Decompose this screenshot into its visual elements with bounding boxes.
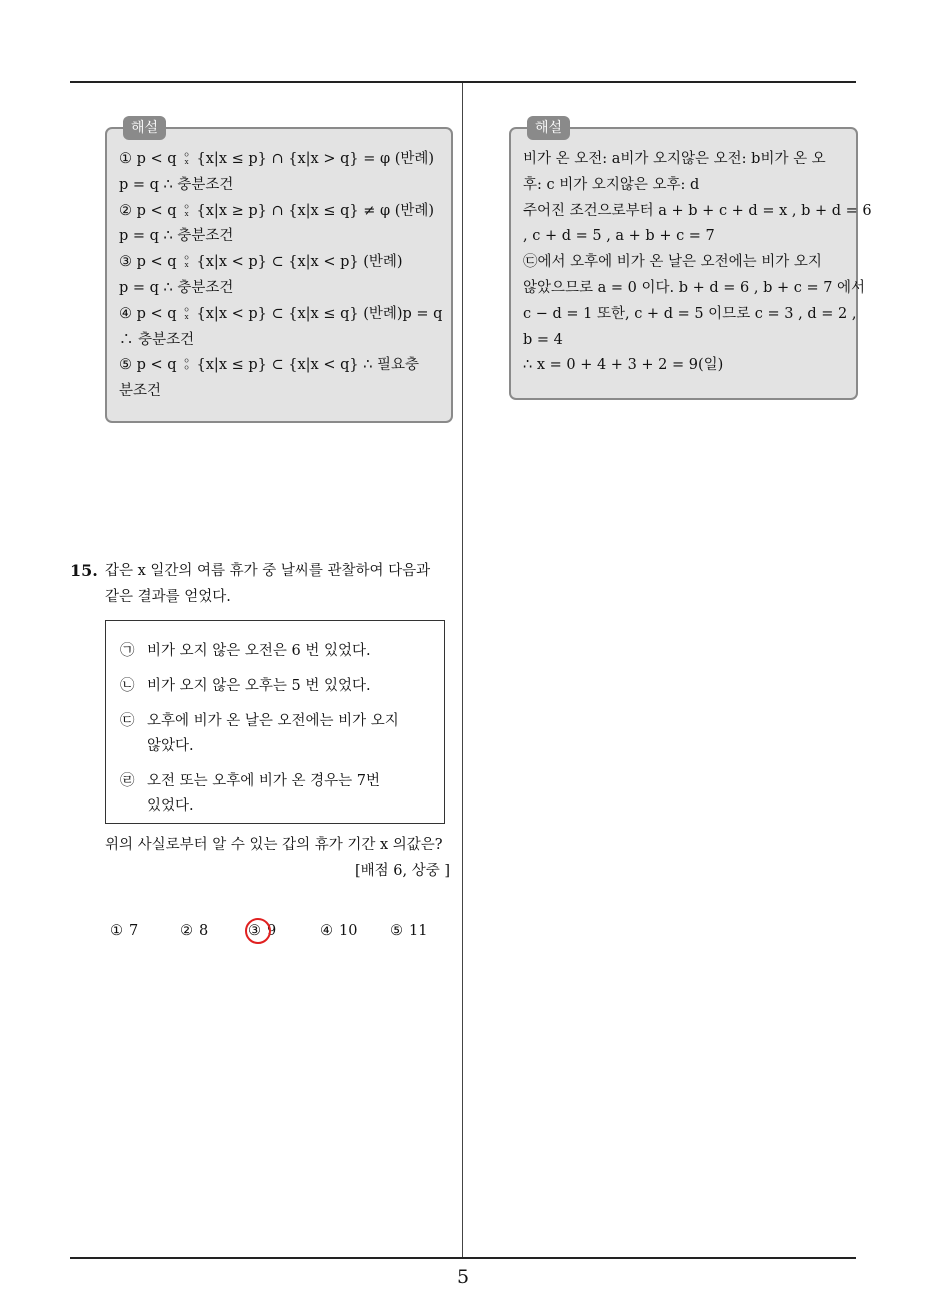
choice-3[interactable]: ③ 9 (248, 923, 277, 939)
solution-line: ④ p < q ㅇ x {x|x < p} ⊂ {x|x ≤ q} (반례)p = q (119, 305, 443, 322)
solution-line: ∴ x = 0 + 4 + 3 + 2 = 9(일) (523, 357, 724, 374)
condition-item: ㉣ 오전 또는 오후에 비가 온 경우는 7번 있었다. (120, 769, 430, 819)
tiny-annotation: ㅇ x (183, 254, 190, 270)
question-prompt (105, 832, 450, 884)
condition-mark: ㉣ (120, 773, 135, 789)
question-15 (70, 558, 460, 610)
page-number: 5 (456, 1266, 470, 1288)
solution-line: 않았으므로 a = 0 이다. b + d = 6 , b + c = 7 에서 (523, 279, 866, 296)
choice-2[interactable]: ② 8 (180, 923, 209, 939)
condition-mark: ㉡ (120, 678, 135, 694)
condition-mark: ㉢ (120, 713, 135, 729)
tiny-annotation: ㅇ x (183, 151, 190, 166)
column-divider (462, 83, 463, 1257)
choice-1[interactable]: ① 7 (110, 923, 139, 939)
solution-tag: 해설 (527, 116, 570, 140)
condition-item: ㉡ 비가 오지 않은 오후는 5 번 있었다. (120, 674, 430, 699)
solution-line: ② p < q ㅇ x {x|x ≥ p} ∩ {x|x ≤ q} ≠ φ (반례) (119, 202, 435, 219)
solution-line: ∴ 충분조건 (119, 331, 195, 348)
top-rule (70, 81, 856, 83)
question-number: 15. (70, 561, 98, 580)
selected-answer-circle (245, 918, 271, 944)
solution-line: p = q ∴ 충분조건 (119, 176, 234, 193)
condition-item: ㉠ 비가 오지 않은 오전은 6 번 있었다. (120, 639, 430, 664)
solution-tag: 해설 (123, 116, 166, 140)
conditions-box (105, 620, 445, 824)
solution-line: ⑤ p < q ㅇ ㅇ {x|x ≤ p} ⊂ {x|x < q} ∴ 필요충 (119, 357, 420, 374)
choice-4[interactable]: ④ 10 (320, 923, 358, 939)
score-label: [배점 6, 상중 ] (354, 863, 450, 879)
tiny-annotation: ㅇ x (183, 202, 190, 218)
prompt-text: 위의 사실로부터 알 수 있는 갑의 휴가 기간 x 의값은? (105, 837, 443, 853)
solution-line: b = 4 (523, 331, 563, 348)
choice-5[interactable]: ⑤ 11 (390, 923, 428, 939)
solution-line: ① p < q ㅇ x {x|x ≤ p} ∩ {x|x > q} = φ (반례) (119, 151, 435, 167)
solution-line: p = q ∴ 충분조건 (119, 228, 234, 245)
condition-mark: ㉠ (120, 643, 135, 659)
tiny-annotation: ㅇ x (183, 305, 190, 321)
question-text: 갑은 x 일간의 여름 휴가 중 날씨를 관찰하여 다음과 같은 결과를 얻었다. (105, 563, 431, 605)
solution-line: 주어진 조건으로부터 a + b + c + d = x , b + d = 6 (523, 202, 872, 219)
solution-line: ③ p < q ㅇ x {x|x < p} ⊂ {x|x < p} (반례) (119, 254, 403, 271)
solution-box-left (105, 120, 453, 423)
bottom-rule (70, 1257, 856, 1259)
solution-line: ㉢에서 오후에 비가 온 날은 오전에는 비가 오지 (523, 254, 822, 271)
solution-line: 후: c 비가 오지않은 오후: d (523, 176, 700, 193)
solution-line: , c + d = 5 , a + b + c = 7 (523, 228, 715, 245)
solution-line: p = q ∴ 충분조건 (119, 279, 234, 296)
tiny-annotation: ㅇ ㅇ (183, 357, 190, 373)
solution-line: c − d = 1 또한, c + d = 5 이므로 c = 3 , d = 2 , (523, 305, 857, 322)
solution-line: 비가 온 오전: a비가 오지않은 오전: b비가 온 오 (523, 151, 826, 167)
answer-choices (110, 918, 455, 944)
condition-item: ㉢ 오후에 비가 온 날은 오전에는 비가 오지 않았다. (120, 709, 430, 759)
solution-line: 분조건 (119, 383, 162, 400)
solution-box-right (509, 120, 872, 400)
